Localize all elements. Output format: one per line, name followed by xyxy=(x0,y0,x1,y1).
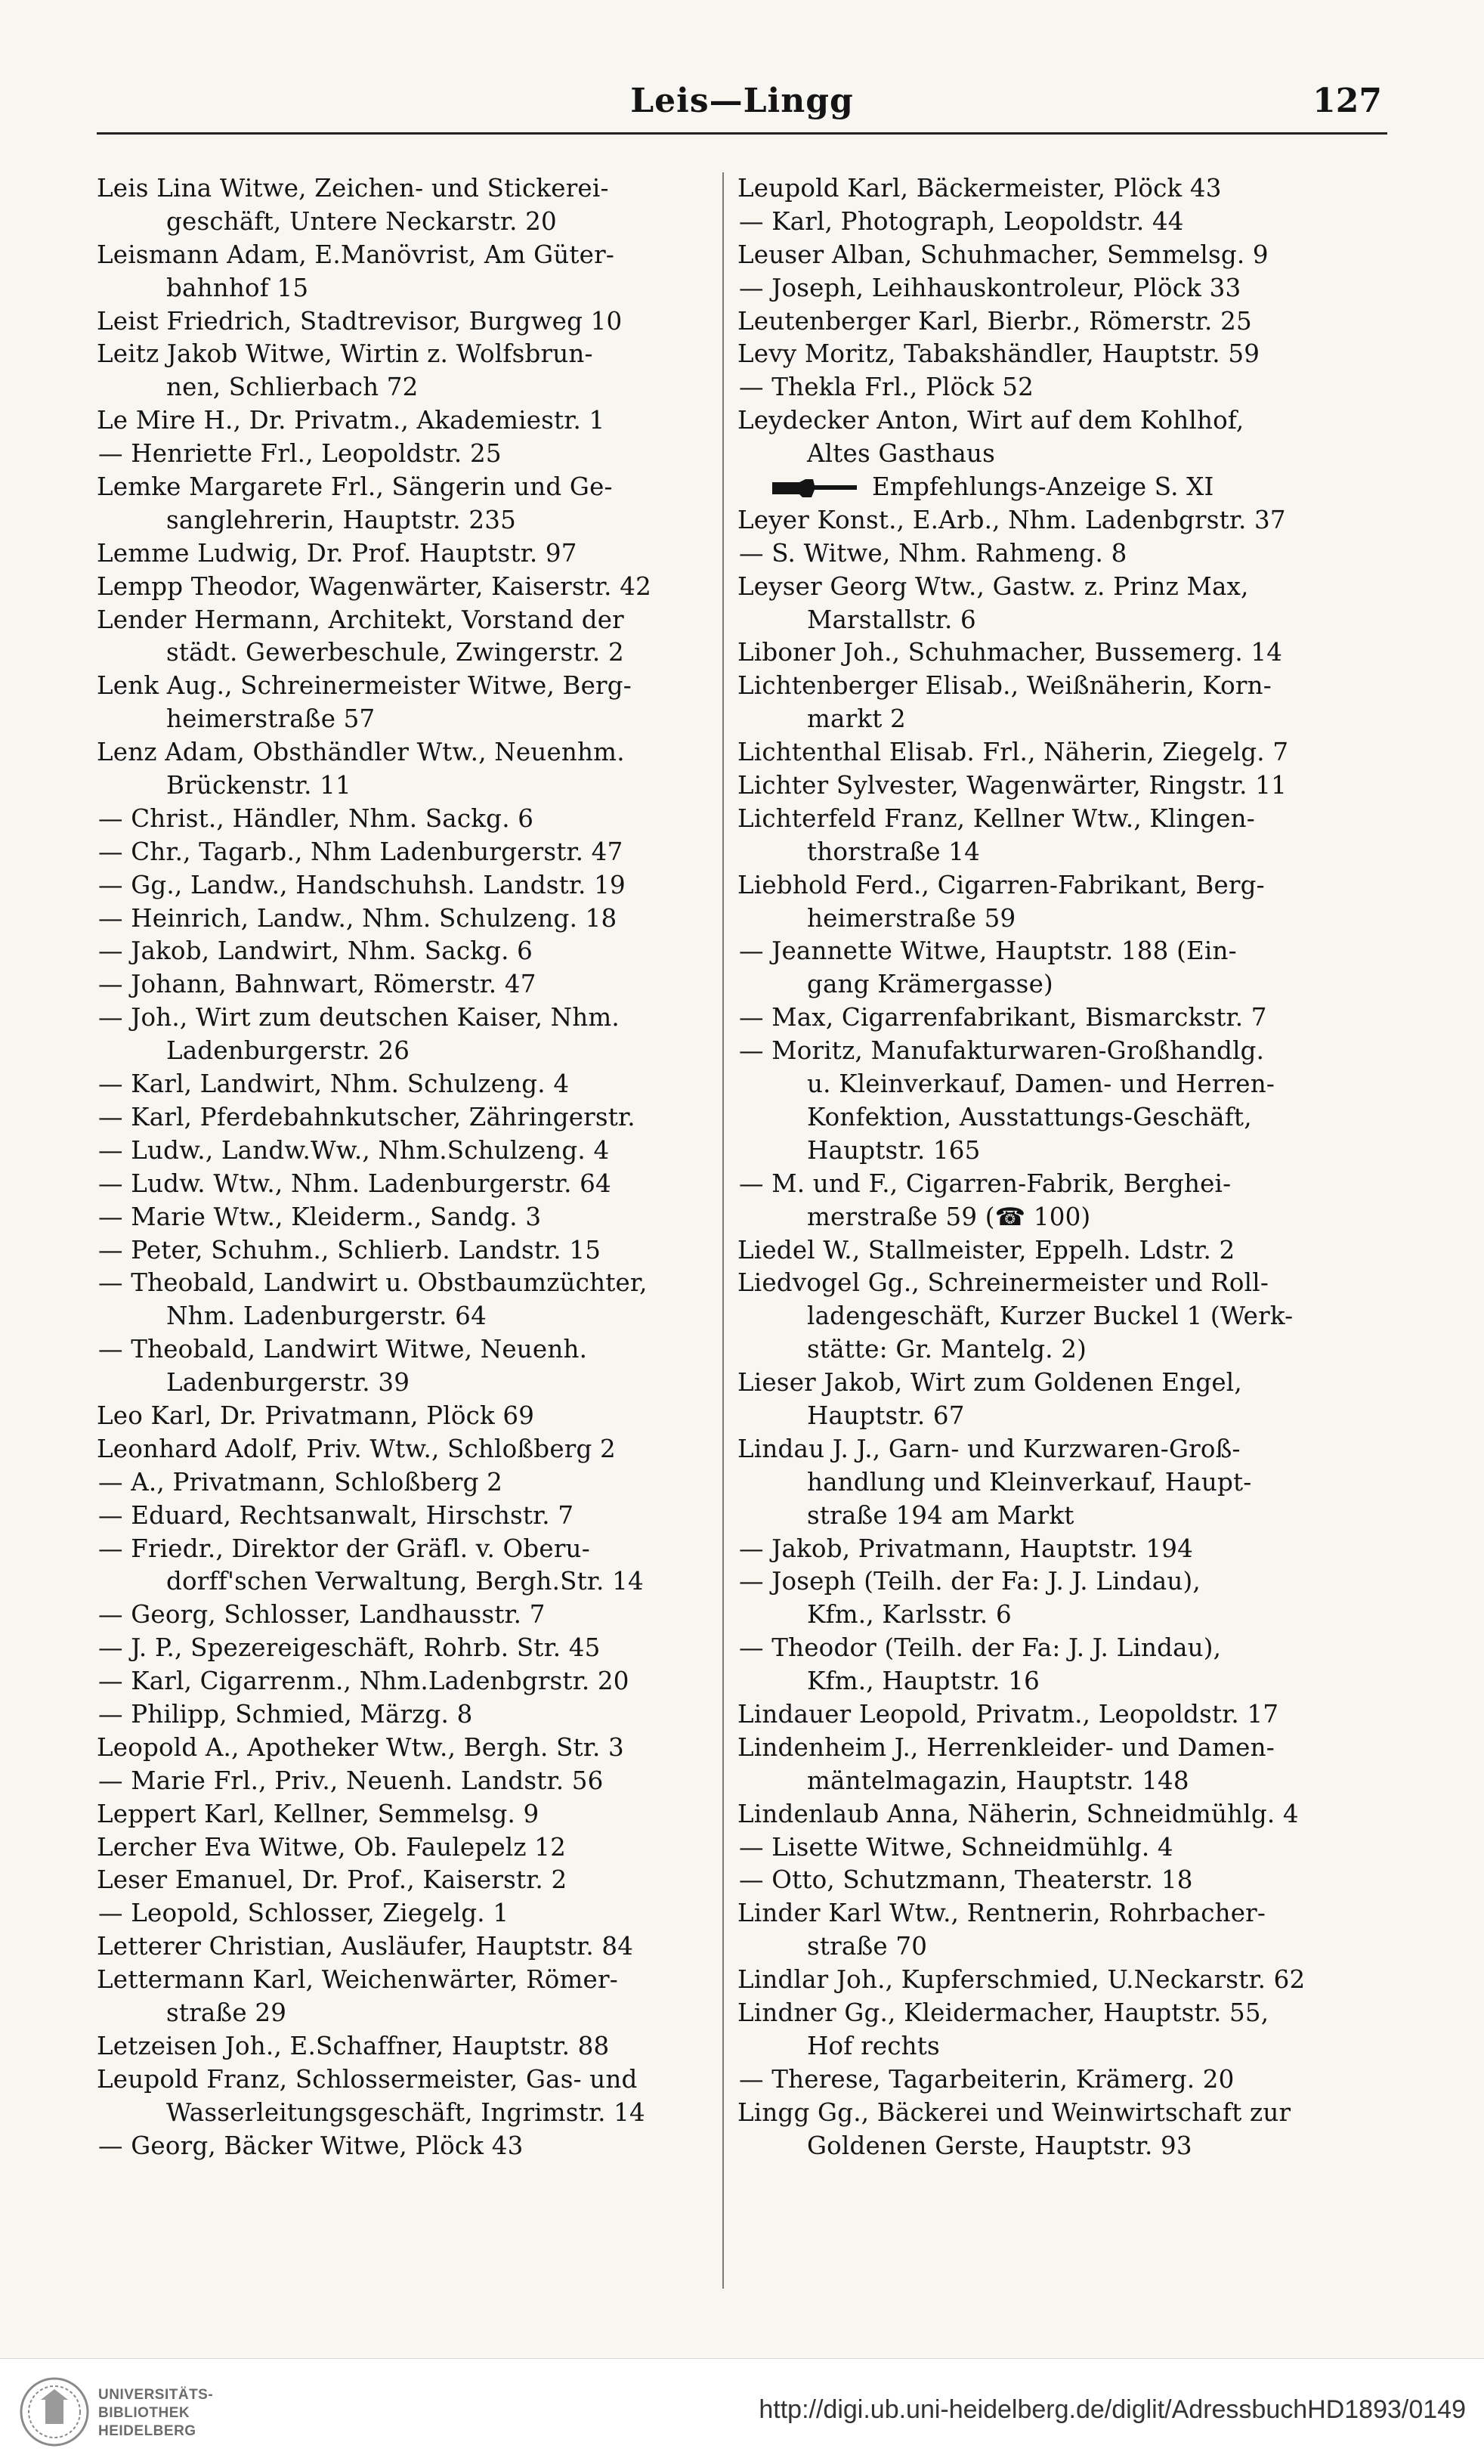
directory-entry-line: Leuser Alban, Schuhmacher, Semmelsg. 9 xyxy=(737,240,1269,269)
directory-entry-line: — A., Privatmann, Schloßberg 2 xyxy=(98,1467,503,1497)
directory-entry-line: — Theobald, Landwirt Witwe, Neuenh. xyxy=(98,1335,588,1364)
directory-entry-line: — Moritz, Manufakturwaren-Großhandlg. xyxy=(739,1036,1265,1066)
directory-entry-line: städt. Gewerbeschule, Zwingerstr. 2 xyxy=(166,638,624,667)
directory-entry-line: — S. Witwe, Nhm. Rahmeng. 8 xyxy=(739,538,1127,568)
directory-entry-line: Lindner Gg., Kleidermacher, Hauptstr. 55, xyxy=(737,1998,1269,2027)
directory-entry-line: gang Krämergasse) xyxy=(807,970,1053,999)
directory-entry-line: Leyser Georg Wtw., Gastw. z. Prinz Max, xyxy=(737,571,1249,601)
directory-entry-line: Liedvogel Gg., Schreinermeister und Roll- xyxy=(737,1268,1269,1298)
directory-entry-line: Leopold A., Apotheker Wtw., Bergh. Str. 3 xyxy=(97,1732,624,1762)
directory-entry-line: stätte: Gr. Mantelg. 2) xyxy=(807,1335,1087,1364)
directory-entry-line: Leis Lina Witwe, Zeichen- und Stickerei- xyxy=(97,174,609,203)
directory-entry-line: nen, Schlierbach 72 xyxy=(166,373,419,402)
right-column xyxy=(737,172,1360,2162)
directory-entry-line: Kfm., Karlsstr. 6 xyxy=(807,1600,1012,1630)
directory-entry-line: Letzeisen Joh., E.Schaffner, Hauptstr. 88 xyxy=(97,2031,610,2060)
directory-entry-line: — Joseph, Leihhauskontroleur, Plöck 33 xyxy=(739,273,1241,302)
directory-entry-line: Nhm. Ladenburgerstr. 64 xyxy=(166,1302,487,1331)
directory-entry-line: Lindenlaub Anna, Näherin, Schneidmühlg. 4 xyxy=(737,1799,1299,1828)
page-number: 127 xyxy=(1312,82,1382,120)
directory-entry-line: — Henriette Frl., Leopoldstr. 25 xyxy=(98,439,502,469)
directory-entry-line: Hauptstr. 165 xyxy=(807,1135,981,1165)
directory-entry-line: dorff'schen Verwaltung, Bergh.Str. 14 xyxy=(166,1567,644,1596)
directory-entry-line: ladengeschäft, Kurzer Buckel 1 (Werk- xyxy=(807,1302,1294,1331)
directory-entry-line: Hauptstr. 67 xyxy=(807,1401,965,1430)
directory-entry-line: Leydecker Anton, Wirt auf dem Kohlhof, xyxy=(737,406,1244,435)
directory-entry-line: thorstraße 14 xyxy=(807,837,980,866)
directory-entry-line: — Philipp, Schmied, Märzg. 8 xyxy=(98,1699,473,1729)
directory-entry-line: merstraße 59 (☎ 100) xyxy=(807,1202,1091,1231)
directory-entry-line: — Jakob, Privatmann, Hauptstr. 194 xyxy=(739,1534,1193,1563)
directory-entry-line: Marstallstr. 6 xyxy=(807,605,976,634)
directory-entry-line: Lichterfeld Franz, Kellner Wtw., Klingen- xyxy=(737,803,1255,833)
directory-entry-line: Lindauer Leopold, Privatm., Leopoldstr. 17 xyxy=(737,1699,1279,1729)
directory-entry-line: — Ludw. Wtw., Nhm. Ladenburgerstr. 64 xyxy=(98,1169,611,1198)
directory-entry-line: — Karl, Photograph, Leopoldstr. 44 xyxy=(739,206,1184,236)
directory-entry-line: Leupold Karl, Bäckermeister, Plöck 43 xyxy=(737,174,1222,203)
directory-entry-line: — Therese, Tagarbeiterin, Krämerg. 20 xyxy=(739,2064,1235,2094)
directory-entry-line: — Thekla Frl., Plöck 52 xyxy=(739,373,1034,402)
directory-entry-line: Lempp Theodor, Wagenwärter, Kaiserstr. 42 xyxy=(97,571,651,601)
directory-entry-line: Leupold Franz, Schlossermeister, Gas- und xyxy=(97,2064,638,2094)
directory-entry-line: Leppert Karl, Kellner, Semmelsg. 9 xyxy=(97,1799,539,1828)
directory-entry-line: — Theobald, Landwirt u. Obstbaumzüchter, xyxy=(98,1268,648,1298)
directory-entry-line: — Gg., Landw., Handschuhsh. Landstr. 19 xyxy=(98,870,626,899)
directory-entry-line: Ladenburgerstr. 39 xyxy=(166,1368,410,1398)
directory-entry-line: — Georg, Bäcker Witwe, Plöck 43 xyxy=(98,2131,524,2160)
directory-entry-line: Liedel W., Stallmeister, Eppelh. Ldstr. 2 xyxy=(737,1235,1235,1265)
directory-entry-line: handlung und Kleinverkauf, Haupt- xyxy=(807,1467,1252,1497)
directory-entry-line: — M. und F., Cigarren-Fabrik, Berghei- xyxy=(739,1169,1232,1198)
left-column xyxy=(97,172,719,2162)
directory-entry-line: — Jeannette Witwe, Hauptstr. 188 (Ein- xyxy=(739,936,1237,966)
directory-entry-line: — Theodor (Teilh. der Fa: J. J. Lindau), xyxy=(739,1633,1222,1663)
directory-entry-line: — Chr., Tagarb., Nhm Ladenburgerstr. 47 xyxy=(98,837,623,866)
directory-entry-line: Lender Hermann, Architekt, Vorstand der xyxy=(97,605,624,634)
directory-entry-line: bahnhof 15 xyxy=(166,273,309,302)
directory-entry-line: straße 70 xyxy=(807,1932,928,1961)
directory-entry-line: Ladenburgerstr. 26 xyxy=(166,1036,410,1066)
directory-entry-line: — Peter, Schuhm., Schlierb. Landstr. 15 xyxy=(98,1235,601,1265)
directory-entry-line: Lenk Aug., Schreinermeister Witwe, Berg- xyxy=(97,671,632,701)
directory-entry-line: Kfm., Hauptstr. 16 xyxy=(807,1667,1040,1696)
directory-entry-line: — Marie Frl., Priv., Neuenh. Landstr. 56 xyxy=(98,1766,604,1795)
directory-entry-line: Lemke Margarete Frl., Sängerin und Ge- xyxy=(97,472,613,502)
directory-entry-line: Wasserleitungsgeschäft, Ingrimstr. 14 xyxy=(166,2097,645,2127)
directory-entry-line: — Karl, Cigarrenm., Nhm.Ladenbgrstr. 20 xyxy=(98,1667,629,1696)
directory-entry-line: Leonhard Adolf, Priv. Wtw., Schloßberg 2 xyxy=(97,1434,616,1463)
directory-entry-line: Hof rechts xyxy=(807,2031,940,2060)
directory-entry-line: Leitz Jakob Witwe, Wirtin z. Wolfsbrun- xyxy=(97,339,593,369)
page-title: Leis—Lingg xyxy=(630,82,854,120)
directory-entry-line: Lichtenthal Elisab. Frl., Näherin, Ziegelg. 7 xyxy=(737,738,1289,767)
directory-entry-line: Lemme Ludwig, Dr. Prof. Hauptstr. 97 xyxy=(97,538,577,568)
header-rule xyxy=(97,132,1387,135)
directory-entry-line: Leser Emanuel, Dr. Prof., Kaiserstr. 2 xyxy=(97,1865,567,1895)
university-seal-icon xyxy=(18,2376,91,2448)
directory-entry-line: heimerstraße 59 xyxy=(807,903,1016,933)
directory-entry-line: Lingg Gg., Bäckerei und Weinwirtschaft zur xyxy=(737,2097,1291,2127)
directory-entry-line: — Georg, Schlosser, Landhausstr. 7 xyxy=(98,1600,546,1630)
directory-entry-line: Lindenheim J., Herrenkleider- und Damen- xyxy=(737,1732,1275,1762)
directory-entry-line: Leyer Konst., E.Arb., Nhm. Ladenbgrstr. 37 xyxy=(737,505,1286,534)
directory-entry-line: Leutenberger Karl, Bierbr., Römerstr. 25 xyxy=(737,306,1252,336)
column-divider xyxy=(722,172,724,2289)
directory-entry-line: — Otto, Schutzmann, Theaterstr. 18 xyxy=(739,1865,1193,1895)
directory-entry-line: — Joseph (Teilh. der Fa: J. J. Lindau), xyxy=(739,1567,1201,1596)
directory-entry-line: — J. P., Spezereigeschäft, Rohrb. Str. 45 xyxy=(98,1633,601,1663)
directory-entry-line: — Jakob, Landwirt, Nhm. Sackg. 6 xyxy=(98,936,533,966)
directory-entry-line: geschäft, Untere Neckarstr. 20 xyxy=(166,206,557,236)
directory-entry-line: straße 194 am Markt xyxy=(807,1500,1074,1530)
directory-entry-line: — Friedr., Direktor der Gräfl. v. Oberu- xyxy=(98,1534,590,1563)
directory-entry-line: Lichter Sylvester, Wagenwärter, Ringstr. 11 xyxy=(737,771,1287,800)
directory-entry-line: Lieser Jakob, Wirt zum Goldenen Engel, xyxy=(737,1368,1242,1398)
directory-entry-line: Konfektion, Ausstattungs-Geschäft, xyxy=(807,1102,1252,1131)
directory-entry-line: Letterer Christian, Ausläufer, Hauptstr. 84 xyxy=(97,1932,634,1961)
directory-entry-line: — Heinrich, Landw., Nhm. Schulzeng. 18 xyxy=(98,903,617,933)
directory-entry-line: Lercher Eva Witwe, Ob. Faulepelz 12 xyxy=(97,1832,567,1862)
directory-entry-line: Linder Karl Wtw., Rentnerin, Rohrbacher- xyxy=(737,1899,1266,1928)
directory-entry-line: Levy Moritz, Tabakshändler, Hauptstr. 59 xyxy=(737,339,1260,369)
directory-entry-line: Le Mire H., Dr. Privatm., Akademiestr. 1 xyxy=(97,406,605,435)
viewer-footer xyxy=(0,2358,1484,2464)
directory-entry-line: Leo Karl, Dr. Privatmann, Plöck 69 xyxy=(97,1401,535,1430)
directory-entry-line: Liebhold Ferd., Cigarren-Fabrikant, Berg- xyxy=(737,870,1265,899)
directory-entry-line: heimerstraße 57 xyxy=(166,704,376,734)
entry-text: Empfehlungs-Anzeige S. XI xyxy=(872,472,1214,502)
directory-entry-line: u. Kleinverkauf, Damen- und Herren- xyxy=(807,1069,1275,1099)
logo-line-3: HEIDELBERG xyxy=(98,2423,196,2439)
directory-entry-line: — Ludw., Landw.Ww., Nhm.Schulzeng. 4 xyxy=(98,1135,610,1165)
logo-line-2: BIBLIOTHEK xyxy=(98,2405,190,2421)
directory-entry-line: straße 29 xyxy=(166,1998,287,2027)
directory-entry-line: — Eduard, Rechtsanwalt, Hirschstr. 7 xyxy=(98,1500,574,1530)
directory-entry-line: Lichtenberger Elisab., Weißnäherin, Korn- xyxy=(737,671,1272,701)
directory-entry-line: Lindlar Joh., Kupferschmied, U.Neckarstr. 62 xyxy=(737,1965,1306,1995)
directory-entry-line: Brückenstr. 11 xyxy=(166,771,351,800)
directory-entry-line: Leismann Adam, E.Manövrist, Am Güter- xyxy=(97,240,615,269)
directory-entry-line: — Max, Cigarrenfabrikant, Bismarckstr. 7 xyxy=(739,1003,1267,1032)
directory-entry-line: Goldenen Gerste, Hauptstr. 93 xyxy=(807,2131,1192,2160)
library-logo-text xyxy=(98,2386,213,2441)
directory-entry-line xyxy=(737,471,1360,504)
directory-entry-line: markt 2 xyxy=(807,704,906,734)
directory-entry-line: Liboner Joh., Schuhmacher, Bussemerg. 14 xyxy=(737,638,1283,667)
pointing-hand-icon xyxy=(769,478,860,500)
directory-entry-line: sanglehrerin, Hauptstr. 235 xyxy=(166,505,516,534)
directory-entry-line: — Lisette Witwe, Schneidmühlg. 4 xyxy=(739,1832,1173,1862)
directory-entry-line: — Karl, Landwirt, Nhm. Schulzeng. 4 xyxy=(98,1069,570,1099)
directory-entry-line: — Marie Wtw., Kleiderm., Sandg. 3 xyxy=(98,1202,542,1231)
directory-entry-line: — Karl, Pferdebahnkutscher, Zähringerstr. xyxy=(98,1102,635,1131)
directory-entry-line: Lindau J. J., Garn- und Kurzwaren-Groß- xyxy=(737,1434,1241,1463)
directory-entry-line: — Christ., Händler, Nhm. Sackg. 6 xyxy=(98,803,534,833)
source-url[interactable]: http://digi.ub.uni-heidelberg.de/diglit/AdressbuchHD1893/0149 xyxy=(759,2395,1466,2424)
directory-entry-line: Leist Friedrich, Stadtrevisor, Burgweg 10 xyxy=(97,306,623,336)
directory-entry-line: Lettermann Karl, Weichenwärter, Römer- xyxy=(97,1965,618,1995)
directory-entry-line: mäntelmagazin, Hauptstr. 148 xyxy=(807,1766,1189,1795)
directory-entry-line: Altes Gasthaus xyxy=(807,439,995,469)
directory-entry-line: — Joh., Wirt zum deutschen Kaiser, Nhm. xyxy=(98,1003,620,1032)
directory-entry-line: — Leopold, Schlosser, Ziegelg. 1 xyxy=(98,1899,509,1928)
logo-line-1: UNIVERSITÄTS- xyxy=(98,2387,214,2403)
directory-entry-line: — Johann, Bahnwart, Römerstr. 47 xyxy=(98,970,536,999)
directory-entry-line: Lenz Adam, Obsthändler Wtw., Neuenhm. xyxy=(97,738,625,767)
